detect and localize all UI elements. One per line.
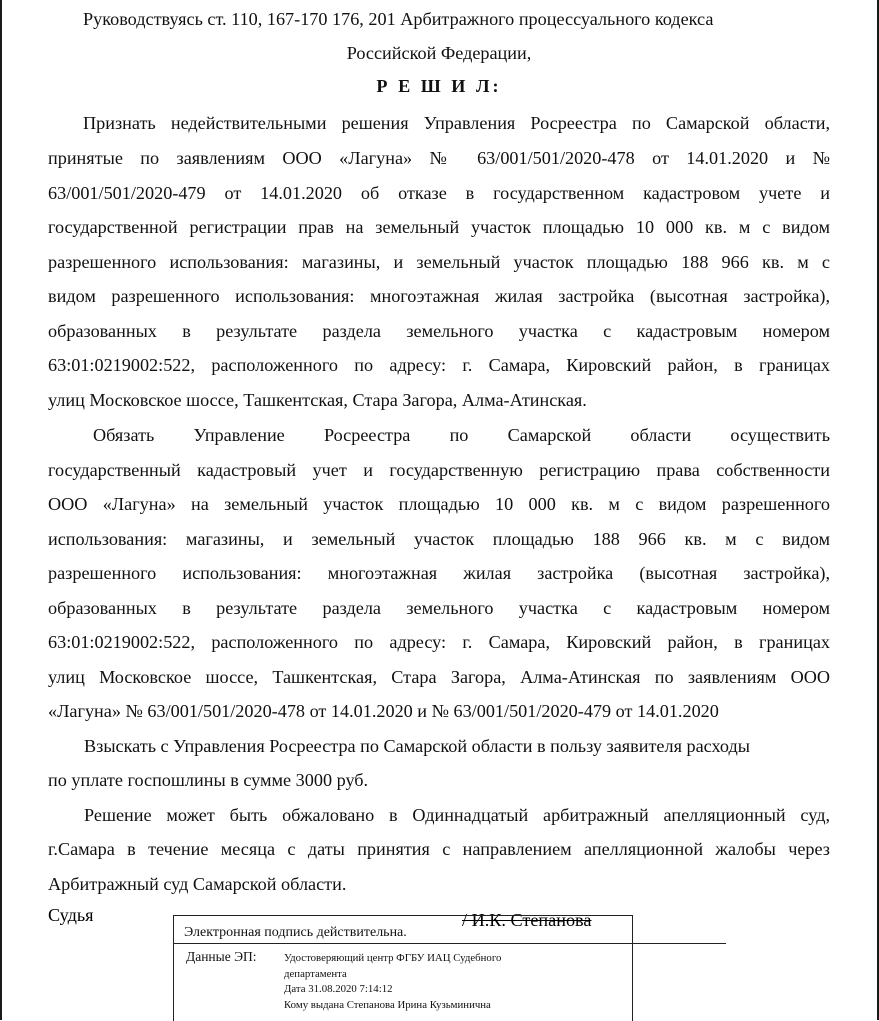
judge-signature: / И.К. Степанова [462,910,592,930]
e-signature-underline [174,943,726,944]
paragraph2-line-6: образованных в результате раздела земельного участка с кадастровым номером [48,598,830,618]
paragraph2-line-5: разрешенного использования: многоэтажная жилая застройка (высотная застройка), [48,563,830,583]
e-signature-valid-text: Электронная подпись действительна. [184,925,407,940]
paragraph3-line-2: по уплате госпошлины в сумме 3000 руб. [48,770,369,790]
paragraph2-line-3: ООО «Лагуна» на земельный участок площадью 10 000 кв. м с видом разрешенного [48,494,830,514]
paragraph1-line-8: 63:01:0219002:522, расположенного по адресу: г. Самара, Кировский район, в границах [48,355,830,375]
e-signature-details [284,951,584,1013]
paragraph4-line-3: Арбитражный суд Самарской области. [48,874,347,894]
paragraph2-line-8: улиц Московское шоссе, Ташкентская, Стара Загора, Алма-Атинская по заявлениям ООО [48,667,830,687]
e-signature-issued-to: Кому выдана Степанова Ирина Кузьминична [284,998,491,1011]
paragraph1-line-6: видом разрешенного использования: многоэтажная жилая застройка (высотная застройка), [48,286,830,306]
paragraph1-line-5: разрешенного использования: магазины, и земельный участок площадью 188 966 кв. м с [48,252,830,272]
paragraph4-line-1: Решение может быть обжаловано в Одиннадцатый арбитражный апелляционный суд, [84,805,830,825]
e-signature-date: Дата 31.08.2020 7:14:12 [284,983,393,996]
judge-label: Судья [48,905,94,925]
page-left-border [0,0,2,1020]
paragraph2-line-2: государственный кадастровый учет и государственную регистрацию права собственности [48,460,830,480]
paragraph3-line-1: Взыскать с Управления Росреестра по Самарской области в пользу заявителя расходы [84,736,750,756]
paragraph2-line-7: 63:01:0219002:522, расположенного по адресу: г. Самара, Кировский район, в границах [48,632,830,652]
e-signature-issuer-line-2: департамента [284,967,347,980]
paragraph1-line-3: 63/001/501/2020-479 от 14.01.2020 об отказе в государственном кадастровом учете и [48,183,830,203]
e-signature-data-label: Данные ЭП: [186,949,257,964]
e-signature-issuer-line-1: Удостоверяющий центр ФГБУ ИАЦ Судебного [284,952,502,964]
paragraph1-line-4: государственной регистрации прав на земельный участок площадью 10 000 кв. м с видом [48,217,830,237]
paragraph1-line-7: образованных в результате раздела земельного участка с кадастровым номером [48,321,830,341]
e-signature-stamp [173,915,633,1021]
decision-heading: Р Е Ш И Л: [376,76,502,96]
paragraph4-line-2: г.Самара в течение месяца с даты принятия с направлением апелляционной жалобы через [48,839,830,859]
paragraph2-line-9: «Лагуна» № 63/001/501/2020-478 от 14.01.2020 и № 63/001/501/2020-479 от 14.01.2020 [48,701,719,721]
paragraph1-line-2: принятые по заявлениям ООО «Лагуна» № 63/001/501/2020-478 от 14.01.2020 и № [48,148,830,168]
intro-line-2: Российской Федерации, [346,43,532,63]
paragraph1-line-1: Признать недействительными решения Управления Росреестра по Самарской области, [83,113,830,133]
paragraph1-line-9: улиц Московское шоссе, Ташкентская, Стара Загора, Алма-Атинская. [48,390,587,410]
paragraph2-line-1: Обязать Управление Росреестра по Самарской области осуществить [93,425,830,445]
intro-line-1: Руководствуясь ст. 110, 167-170 176, 201 Арбитражного процессуального кодекса [83,9,714,29]
paragraph2-line-4: использования: магазины, и земельный участок площадью 188 966 кв. м с видом [48,529,830,549]
